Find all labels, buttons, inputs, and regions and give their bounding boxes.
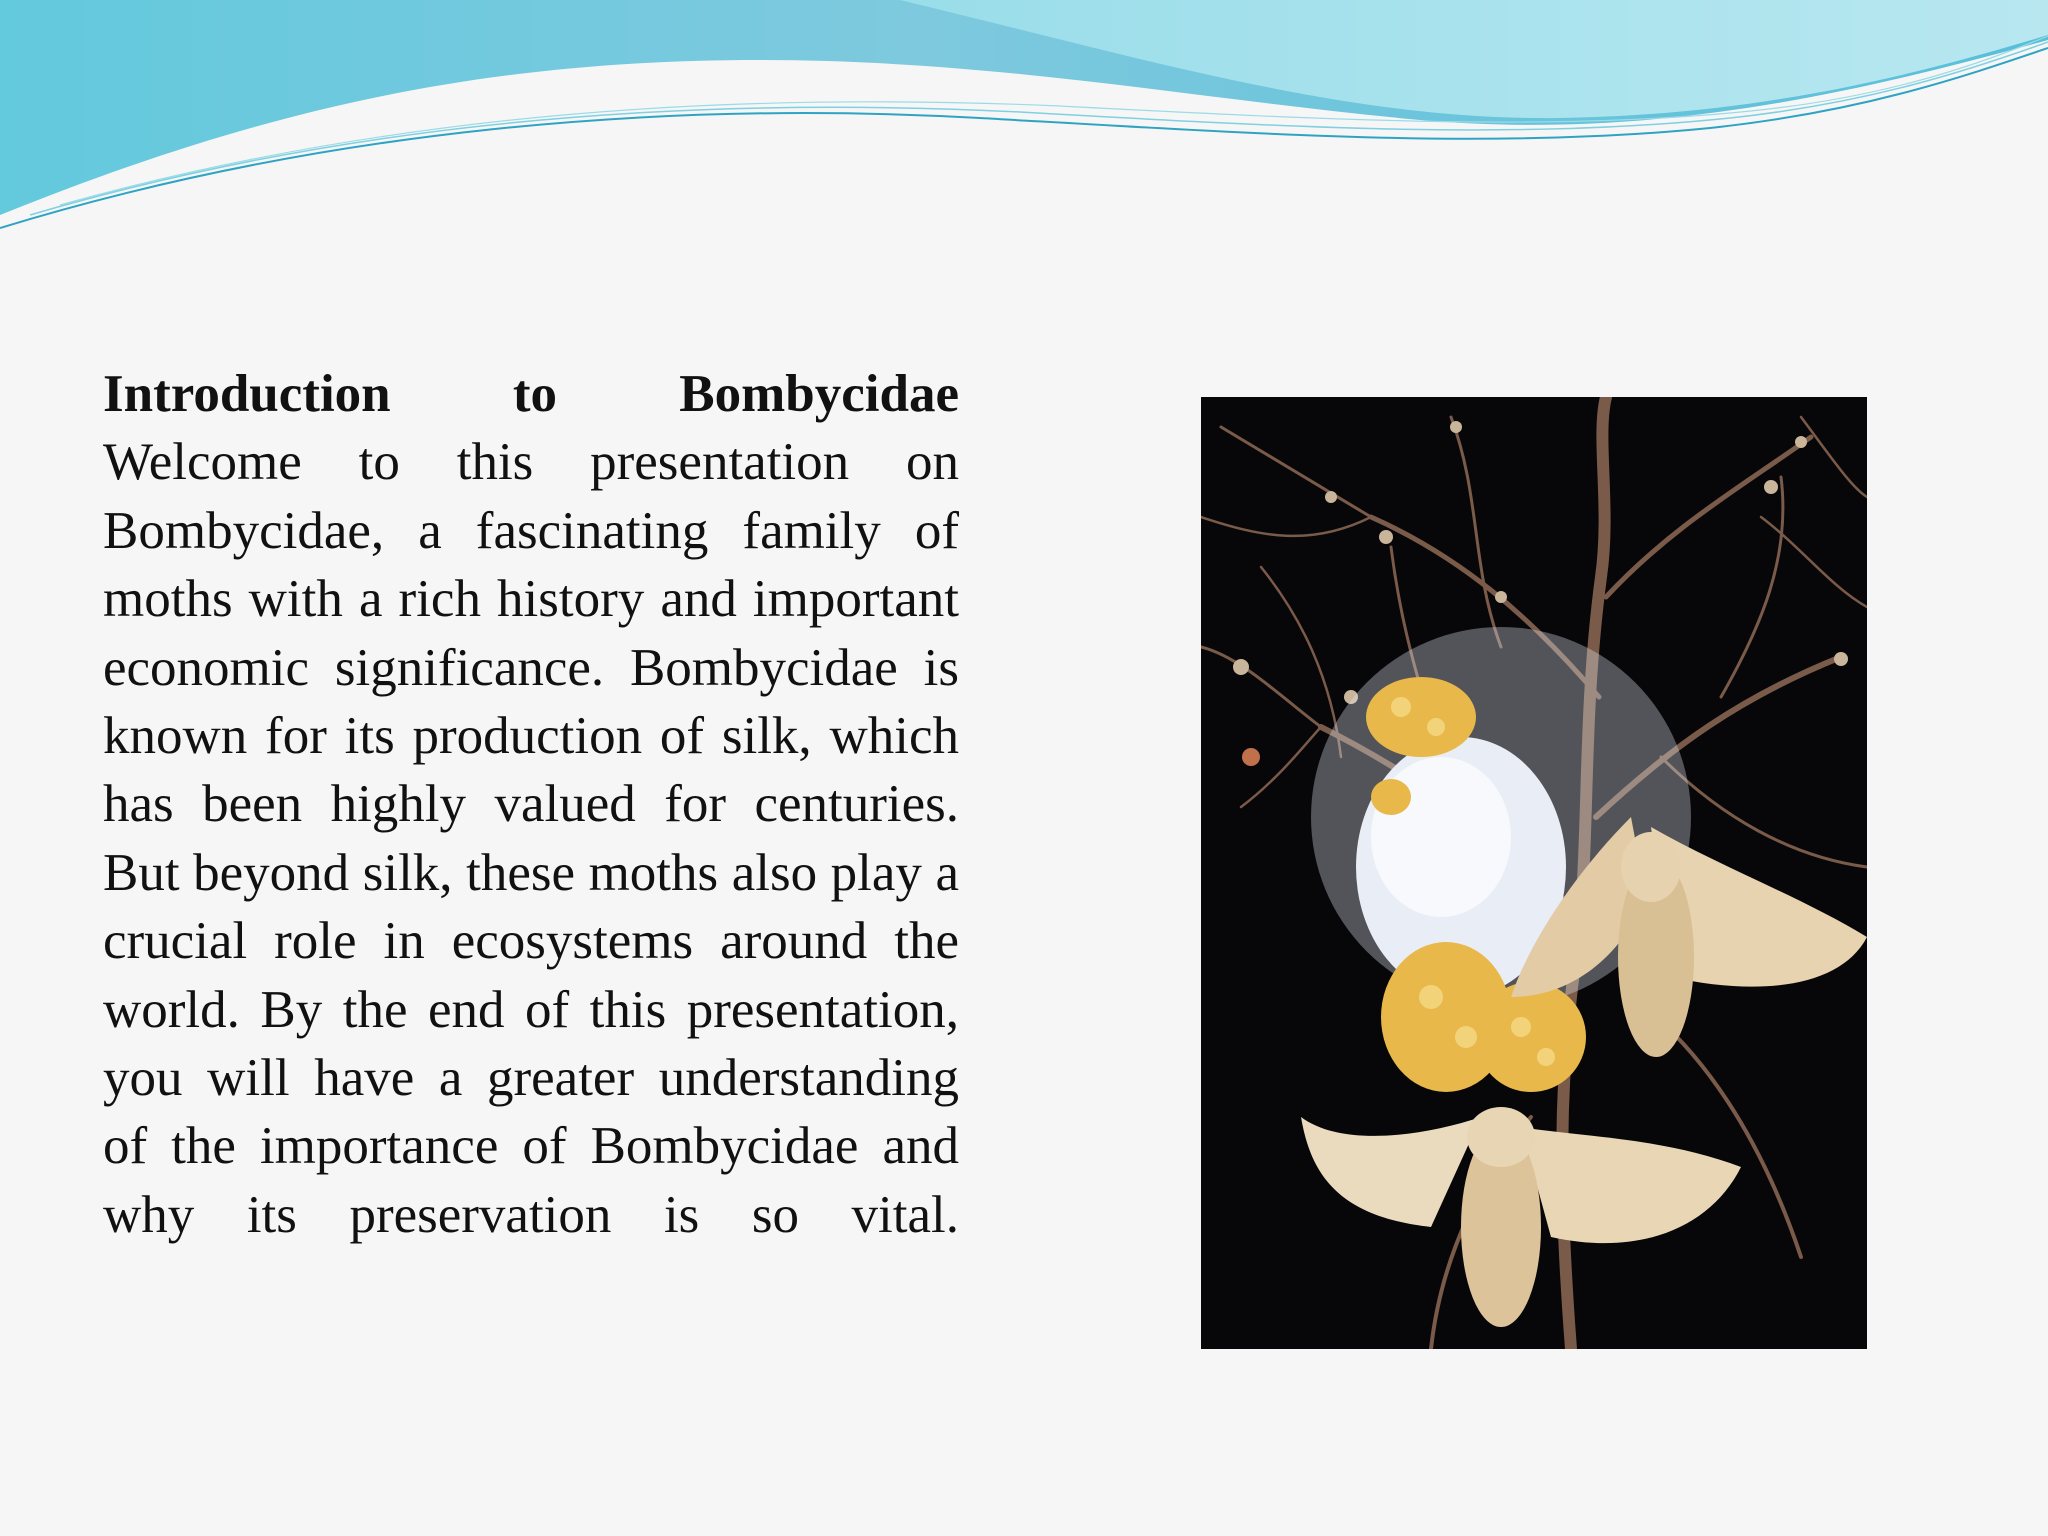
slide-body: Welcome to this presentation on Bombycidae, a fascinating family of moths with a rich history and important economic significance. Bombycidae is known for its production of silk, which has been highly valued for centuries. But beyond silk, these moths also play a crucial role in ecosystems around the world. By the end of this presentation, you will have a greater understanding of the importance of Bombycidae and why its preservation is so vital.	[103, 433, 959, 1244]
slide-text	[103, 360, 959, 1249]
silk-moth-photo	[1201, 397, 1867, 1349]
slide-title: Introduction to Bombycidae	[103, 365, 959, 423]
silk-moth-illustration	[1201, 397, 1867, 1349]
header-wave-decoration	[0, 0, 2048, 240]
